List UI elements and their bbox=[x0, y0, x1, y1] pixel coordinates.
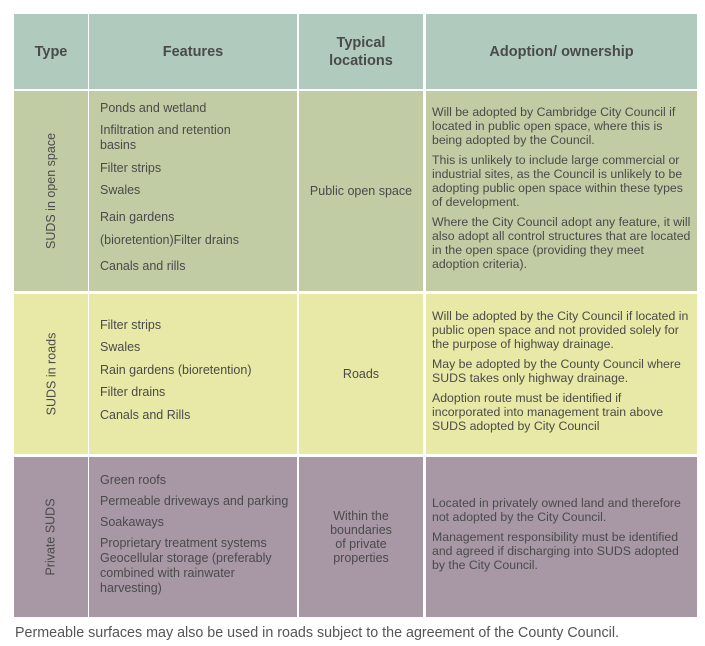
location-cell bbox=[299, 294, 423, 454]
adoption-paragraph: May be adopted by the County Council where SUDS takes only highway drainage. bbox=[432, 357, 681, 385]
features-cell bbox=[89, 294, 297, 454]
feature-item: Filter strips bbox=[100, 160, 162, 175]
feature-item: Filter drains bbox=[100, 385, 166, 400]
adoption-cell bbox=[426, 91, 697, 291]
header-label: Adoption/ ownership bbox=[489, 43, 634, 60]
features-cell bbox=[89, 91, 297, 291]
feature-item: Green roofs bbox=[100, 472, 167, 487]
feature-item: Ponds and wetland bbox=[100, 100, 207, 115]
location-text: Roads bbox=[342, 367, 380, 381]
feature-item: Swales bbox=[100, 340, 141, 355]
features-cell bbox=[89, 457, 297, 617]
adoption-paragraph: Will be adopted by Cambridge City Council if located in public open space, where this is being adopted by the Council. bbox=[432, 105, 676, 147]
type-cell bbox=[14, 294, 88, 454]
location-cell bbox=[299, 457, 423, 617]
feature-item: Soakaways bbox=[100, 514, 164, 529]
feature-item: Rain gardens (bioretention)Filter drains bbox=[100, 209, 239, 247]
feature-item: Rain gardens (bioretention) bbox=[100, 362, 252, 377]
type-label: Private SUDS bbox=[44, 498, 59, 576]
table-caption: Permeable surfaces may also be used in roads subject to the agreement of the County Council. bbox=[15, 625, 619, 641]
type-label: SUDS in open space bbox=[44, 132, 59, 250]
feature-item: Canals and rills bbox=[100, 259, 186, 273]
feature-item: Permeable driveways and parking bbox=[100, 493, 289, 508]
feature-item: Swales bbox=[100, 183, 141, 197]
header-adoption bbox=[426, 14, 697, 89]
location-text: Public open space bbox=[309, 184, 413, 198]
adoption-paragraph: Located in privately owned land and therefore not adopted by the City Council. bbox=[432, 496, 681, 524]
adoption-paragraph: This is unlikely to include large commercial or industrial sites, as the Council is unlikely to be adopting public open space within these types of development. bbox=[432, 153, 683, 209]
feature-item: Filter strips bbox=[100, 317, 162, 332]
type-label: SUDS in roads bbox=[44, 332, 58, 416]
adoption-paragraph: Where the City Council adopt any feature, it will also adopt all control structures that are located in the open space (providing they meet adoption criteria). bbox=[432, 215, 691, 271]
adoption-paragraph: Will be adopted by the City Council if located in public open space and not provided solely for the purpose of highway drainage. bbox=[432, 309, 689, 351]
adoption-cell bbox=[426, 294, 697, 454]
header-features bbox=[89, 14, 297, 89]
location-text: Within the boundaries of private properties bbox=[330, 509, 392, 565]
adoption-cell bbox=[426, 457, 697, 617]
header-label: Type bbox=[34, 43, 68, 60]
header-locations bbox=[299, 14, 423, 89]
feature-item: Canals and Rills bbox=[100, 407, 191, 422]
header-label: Typical locations bbox=[329, 34, 393, 69]
type-cell bbox=[14, 91, 88, 291]
feature-item: Infiltration and retention basins bbox=[100, 123, 231, 152]
adoption-paragraph: Management responsibility must be identified and agreed if discharging into SUDS adopted by the City Council. bbox=[432, 530, 679, 572]
header-label: Features bbox=[162, 43, 224, 60]
type-cell bbox=[14, 457, 88, 617]
adoption-paragraph: Adoption route must be identified if incorporated into management train above SUDS adopted by City Council bbox=[432, 391, 664, 433]
header-type bbox=[14, 14, 88, 89]
feature-item: Proprietary treatment systems Geocellular storage (preferably combined with rainwater harvesting) bbox=[100, 535, 272, 595]
location-cell bbox=[299, 91, 423, 291]
